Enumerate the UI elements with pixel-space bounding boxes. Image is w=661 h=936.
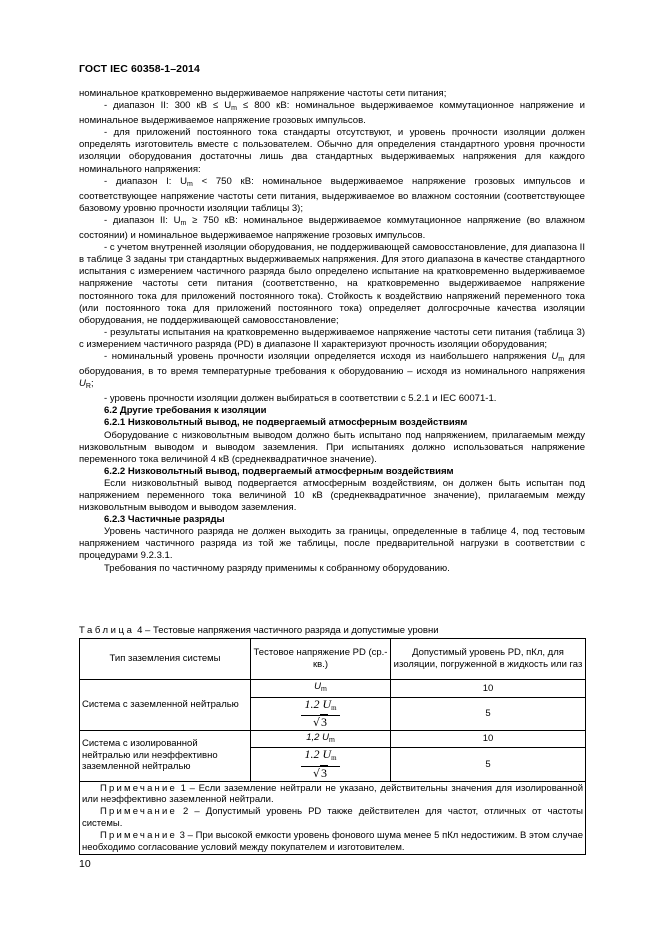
pd-level-cell: 10 [391,730,586,748]
paragraph: - диапазон II: $U_m \ge 750$ кВ: номинальное выдерживаемое коммутационное напряжение (во влажном состоянии) и номинальное выдерживаемое напряжение грозовых импульсов. [79,214,585,242]
system-type-cell: Система с заземленной нейтралью [80,680,251,731]
paragraph: - уровень прочности изоляции должен выбираться в соответствии с 5.2.1 и IEC 60071-1. [104,393,497,405]
system-type-cell: Система с изолированной нейтралью или неэффективно заземленной нейтралью [80,730,251,781]
paragraph: Уровень частичного разряда не должен выходить за границы, определенные в таблице 4, под тестовым напряжением частичного разряда из той же таблицы, после предварительной нагрузки в соответствии с процедурами 9.2.3.1. [79,526,585,562]
section-heading: 6.2 Другие требования к изоляции [104,405,267,417]
table-row [80,730,586,748]
voltage-fraction: $\frac{1.2 U_m}{√3}$ [301,699,339,729]
section-heading: 6.2.3 Частичные разряды [104,514,225,526]
pd-level-cell: 5 [391,748,586,781]
section-heading: 6.2.2 Низковольтный вывод, подвергаемый атмосферным воздействиям [104,465,454,477]
test-voltage-cell: 1,2 $U_m$ [251,730,391,748]
table-note: Примечание 3 – При высокой емкости уровень фонового шума менее 5 пКл недостижим. В этом случае необходимо согласование условий между покупателем и изготовителем. [82,829,583,853]
table-note: Примечание 1 – Если заземление нейтрали не указано, действительны значения для изолированной или неэффективно заземленной нейтрали. [82,782,583,806]
column-header: Тестовое напряжение PD (ср.-кв.) [251,639,391,680]
test-voltage-cell [251,748,391,781]
table-header-row [80,639,586,680]
page-number: 10 [79,858,91,870]
table-notes [80,781,586,855]
test-voltage-cell: $U_m$ [251,680,391,698]
table-note: Примечание 2 – Допустимый уровень PD также действителен для частот, отличных от частоты системы. [82,806,583,829]
pd-level-cell: 10 [391,680,586,698]
section-heading: 6.2.1 Низковольтный вывод, не подвергаемый атмосферным воздействиям [104,417,468,429]
body-text [79,88,585,575]
document-header: ГОСТ IEC 60358-1–2014 [79,63,200,75]
paragraph: - для приложений постоянного тока стандарты отсутствуют, и уровень прочности изоляции должен определять изготовитель вместе с пользователем. Обычно для определения стандартного уровня прочности изоляции оборудования достаточны лишь два стандартных выдерживаемых напряжения для каждого номинального напряжения: [79,127,585,175]
paragraph: - диапазон II: 300 кВ ≤ $U_m \le 800$ кВ: номинальное выдерживаемое коммутационное напряжение и номинальное выдерживаемое напряжение грозовых импульсов. [79,100,585,127]
paragraph: - номинальный уровень прочности изоляции определяется исходя из наибольшего напряжения $U_m$ для оборудования, в то время температурные требования к оборудованию – исходя из номинального напряжения $U_R$; [79,350,586,391]
paragraph: - диапазон I: $U_m < 750$ кВ: номинальное выдерживаемое напряжение грозовых импульсов и соответствующее напряжение частоты сети питания, выдерживаемое во влажном состоянии (соответствующее базовому уровню прочности изоляции таблицы 3); [79,175,585,214]
column-header: Допустимый уровень PD, пКл, для изоляции, погруженной в жидкость или газ [391,639,586,680]
paragraph: - результаты испытания на кратковременно выдерживаемое напряжение частоты сети питания (таблица 3) с измерением частичного разряда (PD) в диапазоне II характеризуют прочность изоляции оборудования; [79,326,585,350]
paragraph: - с учетом внутренней изоляции оборудования, не поддерживающей самовосстановление, для диапазона II в таблице 3 заданы три стандартных выдерживаемых напряжения. Для этого диапазона в качестве стандартного испытания с измерением частичного разряда было определено испытание на кратковременно выдерживаемое напряжение частоты сети питания (соответственно, на кратковременно выдерживаемое напряжение постоянного тока для приложений постоянного тока). Стойкость к воздействию напряжений переменного тока (или постоянного тока для приложений постоянного тока) определяет долгосрочные качества изоляции оборудования, не поддерживающей самовосстановление; [79,242,585,326]
sqrt-icon: √ [312,766,320,780]
voltage-fraction: $\frac{1.2 U_m}{√3}$ [301,749,339,779]
table-row [80,680,586,698]
table-notes-row [80,781,586,855]
column-header: Тип заземления системы [80,639,251,680]
pd-table [79,638,586,855]
paragraph: номинальное кратковременно выдерживаемое напряжение частоты сети питания; [79,88,447,99]
paragraph: Оборудование с низковольтным выводом должно быть испытано под напряжением, прилагаемым между низковольтным выводом и выводом заземления. При испытаниях должно использоваться напряжение переменного тока величиной 4 кВ (среднеквадратичное значение). [79,429,585,465]
test-voltage-cell [251,697,391,730]
paragraph: Если низковольтный вывод подвергается атмосферным воздействиям, он должен быть испытан под напряжением переменного тока величиной 10 кВ (среднеквадратичное значение), прилагаемым между низковольтным выводом и выводом заземления. [79,477,585,514]
table-caption: Таблица 4 – Тестовые напряжения частичного разряда и допустимые уровни [79,625,439,636]
paragraph: Требования по частичному разряду применимы к собранному оборудованию. [104,562,450,574]
pd-level-cell: 5 [391,697,586,730]
sqrt-icon: √ [312,716,320,730]
